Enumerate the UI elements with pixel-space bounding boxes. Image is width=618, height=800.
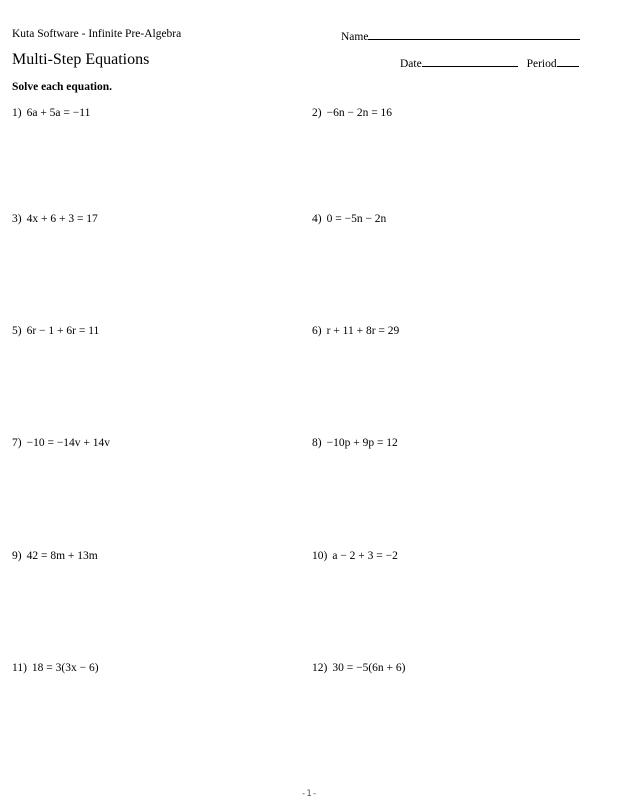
problem-11 [12,662,99,674]
problem-equation: 18 = 3(3x − 6) [31,662,99,674]
problem-equation: 42 = 8m + 13m [26,550,98,562]
problem-4 [312,213,386,225]
problem-equation: −6n − 2n = 16 [326,107,393,119]
problem-6 [312,325,399,337]
problem-number: 5) [12,325,22,337]
date-period-field [400,55,581,70]
problem-7 [12,437,110,449]
page-number: -1- [300,789,318,799]
date-label: Date [400,58,422,70]
problem-equation: 6r − 1 + 6r = 11 [26,325,100,337]
problem-2 [312,107,392,119]
problem-equation: 4x + 6 + 3 = 17 [26,213,98,225]
problem-number: 6) [312,325,322,337]
problem-equation: r + 11 + 8r = 29 [326,325,400,337]
problem-equation: −10p + 9p = 12 [326,437,398,449]
problem-number: 10) [312,550,328,562]
problem-number: 11) [12,662,27,674]
problem-5 [12,325,99,337]
publisher-label: Kuta Software - Infinite Pre-Algebra [12,28,182,40]
problem-10 [312,550,398,562]
problem-1 [12,107,90,119]
name-line [368,28,580,40]
problem-number: 4) [312,213,322,225]
problem-number: 9) [12,550,22,562]
name-field [341,28,582,43]
problem-3 [12,213,98,225]
period-label: Period [526,58,557,70]
problem-9 [12,550,98,562]
problem-number: 2) [312,107,322,119]
problem-equation: a − 2 + 3 = −2 [332,550,398,562]
problem-number: 8) [312,437,322,449]
name-label: Name [341,31,369,43]
problem-8 [312,437,398,449]
worksheet-title: Multi-Step Equations [12,51,150,68]
problem-number: 3) [12,213,22,225]
period-line [557,55,579,67]
problem-equation: 30 = −5(6n + 6) [332,662,406,674]
problem-equation: 6a + 5a = −11 [26,107,91,119]
problem-equation: −10 = −14v + 14v [26,437,111,449]
problem-number: 1) [12,107,22,119]
problem-number: 7) [12,437,22,449]
instructions: Solve each equation. [12,81,112,93]
problem-number: 12) [312,662,328,674]
problem-equation: 0 = −5n − 2n [326,213,387,225]
date-line [422,55,518,67]
problem-12 [312,662,405,674]
